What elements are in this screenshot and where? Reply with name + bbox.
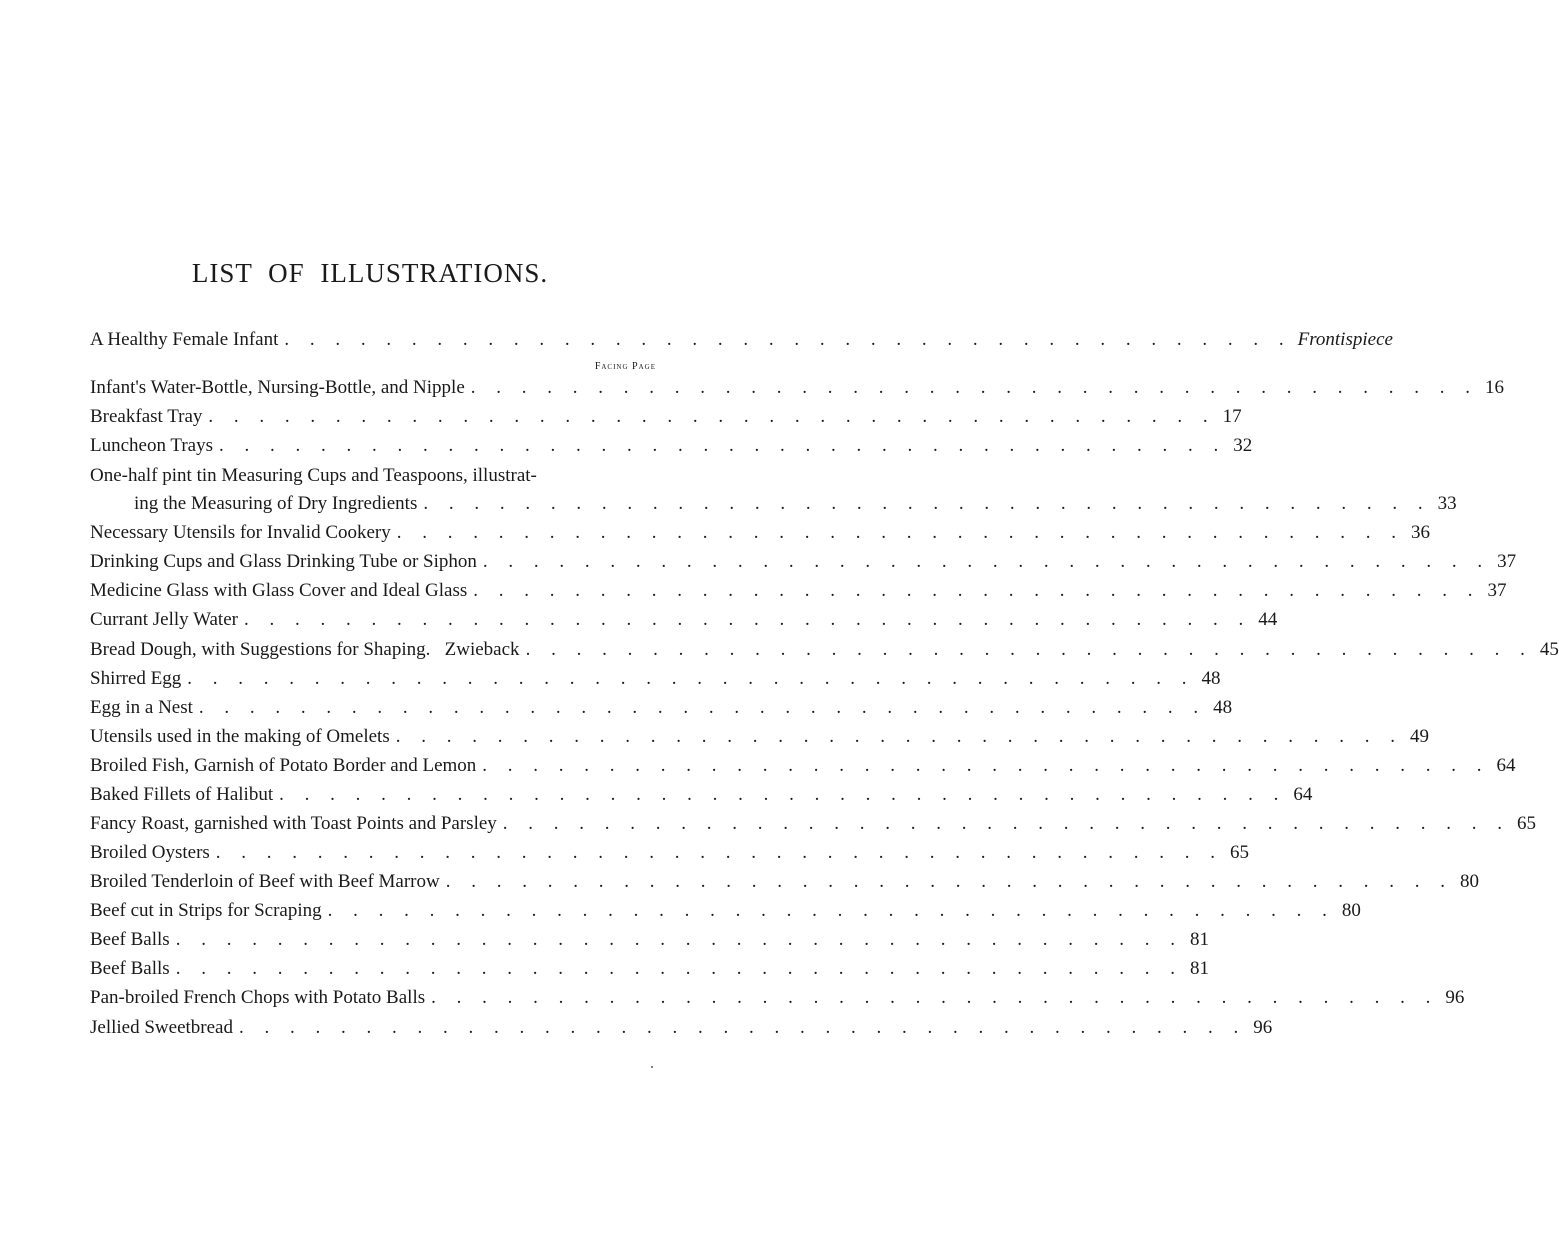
entry-label: Currant Jelly Water [90,609,238,630]
dot-leader: . . . . . . . . . . . . . . . . . . . . . . . . . . . . . . . . . . . . . . . . [215,842,1224,863]
toc-entry [90,667,1221,691]
entry-page: 32 [1233,435,1253,456]
entry-page: 37 [1497,551,1517,572]
entry-label: Medicine Glass with Glass Cover and Ideal Glass [90,580,468,601]
toc-entry [90,986,1465,1010]
entry-label: Infant's Water-Bottle, Nursing-Bottle, and Nipple [90,377,465,398]
entry-label: Broiled Tenderloin of Beef with Beef Marrow [90,871,440,892]
dot-leader: . . . . . . . . . . . . . . . . . . . . . . . . . . . . . . . . . . . . . . . . [445,871,1453,892]
dot-leader: . . . . . . . . . . . . . . . . . . . . . . . . . . . . . . . . . . . . . . . . [525,639,1533,660]
entry-label: Necessary Utensils for Invalid Cookery [90,522,391,543]
entry-page: 65 [1517,813,1537,834]
entry-label: Beef cut in Strips for Scraping [90,900,322,921]
toc-entry [90,1016,1273,1040]
entry-page: 64 [1293,784,1313,805]
entry-page: 96 [1253,1017,1273,1038]
toc-entry [90,754,1516,778]
dot-leader: . . . . . . . . . . . . . . . . . . . . . . . . . . . . . . . . . . . . . . . . [473,580,1481,601]
toc-entry [90,812,1537,836]
entry-label: Egg in a Nest [90,697,193,718]
toc-entry [90,783,1313,807]
entry-page: 48 [1213,697,1233,718]
entry-label: Beef Balls [90,958,170,979]
page-title: LIST OF ILLUSTRATIONS. [191,258,549,288]
dot-leader: . . . . . . . . . . . . . . . . . . . . . . . . . . . . . . . . . . . . . . . . [187,668,1195,689]
dot-leader: . . . . . . . . . . . . . . . . . . . . . . . . . . . . . . . . . . . . . . . . [238,1017,1247,1038]
toc-entry [90,725,1429,749]
entry-page: 64 [1496,755,1516,776]
entry-page: 45 [1539,639,1559,660]
entry-page: 96 [1445,987,1465,1008]
dot-leader: . . . . . . . . . . . . . . . . . . . . . . . . . . . . . . . . . . . . . . . . [482,755,1490,776]
entry-label-line1: One-half pint tin Measuring Cups and Teaspoons, illustrat- [90,465,537,486]
toc-entry [90,405,1242,429]
entry-page: 37 [1487,580,1507,601]
dot-leader: . . . . . . . . . . . . . . . . . . . . . . . . . . . . . . . . . . . . . . . . [395,726,1403,747]
entry-label: Pan-broiled French Chops with Potato Balls [90,987,426,1008]
entry-label: Beef Balls [90,929,170,950]
entry-label-line2: ing the Measuring of Dry Ingredients [134,493,418,514]
entry-page: 65 [1230,842,1250,863]
dot-leader: . . . . . . . . . . . . . . . . . . . . . . . . . . . . . . . . . . . . . . . . [279,784,1287,805]
entry-label: A Healthy Female Infant [90,329,279,350]
entry-page: 33 [1437,493,1457,514]
dot-leader: . . . . . . . . . . . . . . . . . . . . . . . . . . . . . . . . . . . . . . . . [198,697,1207,718]
toc-entry [90,638,1559,662]
entry-page: 48 [1201,668,1221,689]
dot-leader: . . . . . . . . . . . . . . . . . . . . . . . . . . . . . . . . . . . . . . . . [243,609,1252,630]
toc-entry-frontispiece [90,328,1393,352]
toc-entry [90,434,1253,458]
toc-entry [90,521,1431,545]
entry-label: Baked Fillets of Halibut [90,784,274,805]
dot-leader: . . . . . . . . . . . . . . . . . . . . . . . . . . . . . . . . . . . . . . . . [175,929,1183,950]
dot-leader: . . . . . . . . . . . . . . . . . . . . . . . . . . . . . . . . . . . . . . . . [470,377,1478,398]
dot-leader: . . . . . . . . . . . . . . . . . . . . . . . . . . . . . . . . . . . . . . . . [284,329,1292,350]
entry-label: Broiled Oysters [90,842,210,863]
entry-page: 80 [1459,871,1479,892]
entry-label: Drinking Cups and Glass Drinking Tube or Siphon [90,551,477,572]
dot-leader: . . . . . . . . . . . . . . . . . . . . . . . . . . . . . . . . . . . . . . . . [482,551,1491,572]
entry-page: 81 [1189,929,1209,950]
dot-leader: . . . . . . . . . . . . . . . . . . . . . . . . . . . . . . . . . . . . . . . . [502,813,1511,834]
entry-page: 49 [1409,726,1429,747]
dot-leader: . . . . . . . . . . . . . . . . . . . . . . . . . . . . . . . . . . . . . . . . [208,406,1216,427]
facing-page-heading: Facing Page [594,361,656,372]
toc-entry [90,579,1507,603]
dot-leader: . . . . . . . . . . . . . . . . . . . . . . . . . . . . . . . . . . . . . . . . [396,522,1405,543]
entry-page: 16 [1485,377,1504,398]
entry-label: Broiled Fish, Garnish of Potato Border and Lemon [90,755,477,776]
toc-entry [90,696,1233,720]
toc-entry [90,870,1479,894]
toc-entry [90,841,1250,865]
toc-entry [90,376,1504,400]
entry-label: Luncheon Trays [90,435,213,456]
dot-leader: . . . . . . . . . . . . . . . . . . . . . . . . . . . . . . . . . . . . . . . . [423,493,1431,514]
toc-entry [134,492,1457,516]
toc-entry [90,899,1361,923]
entry-page: 17 [1222,406,1242,427]
entry-label: Jellied Sweetbread [90,1017,233,1038]
toc-entry [90,928,1209,952]
dot-leader: . . . . . . . . . . . . . . . . . . . . . . . . . . . . . . . . . . . . . . . . [431,987,1439,1008]
entry-label: Breakfast Tray [90,406,203,427]
dot-leader: . . . . . . . . . . . . . . . . . . . . . . . . . . . . . . . . . . . . . . . . [327,900,1335,921]
entry-label: Fancy Roast, garnished with Toast Points and Parsley [90,813,497,834]
entry-label: Bread Dough, with Suggestions for Shaping. Zwieback [90,639,520,660]
entry-page: 44 [1258,609,1278,630]
entry-page: 36 [1411,522,1431,543]
dot-leader: . . . . . . . . . . . . . . . . . . . . . . . . . . . . . . . . . . . . . . . . [175,958,1183,979]
entry-label: Utensils used in the making of Omelets [90,726,390,747]
toc-entry [90,608,1278,632]
entry-page: Frontispiece [1297,329,1393,350]
entry-page: 81 [1189,958,1209,979]
dot-leader: . . . . . . . . . . . . . . . . . . . . . . . . . . . . . . . . . . . . . . . . [218,435,1227,456]
toc-entry [90,550,1517,574]
entry-label: Shirred Egg [90,668,182,689]
toc-entry [90,957,1209,981]
print-speck [651,1066,653,1068]
entry-page: 80 [1341,900,1361,921]
